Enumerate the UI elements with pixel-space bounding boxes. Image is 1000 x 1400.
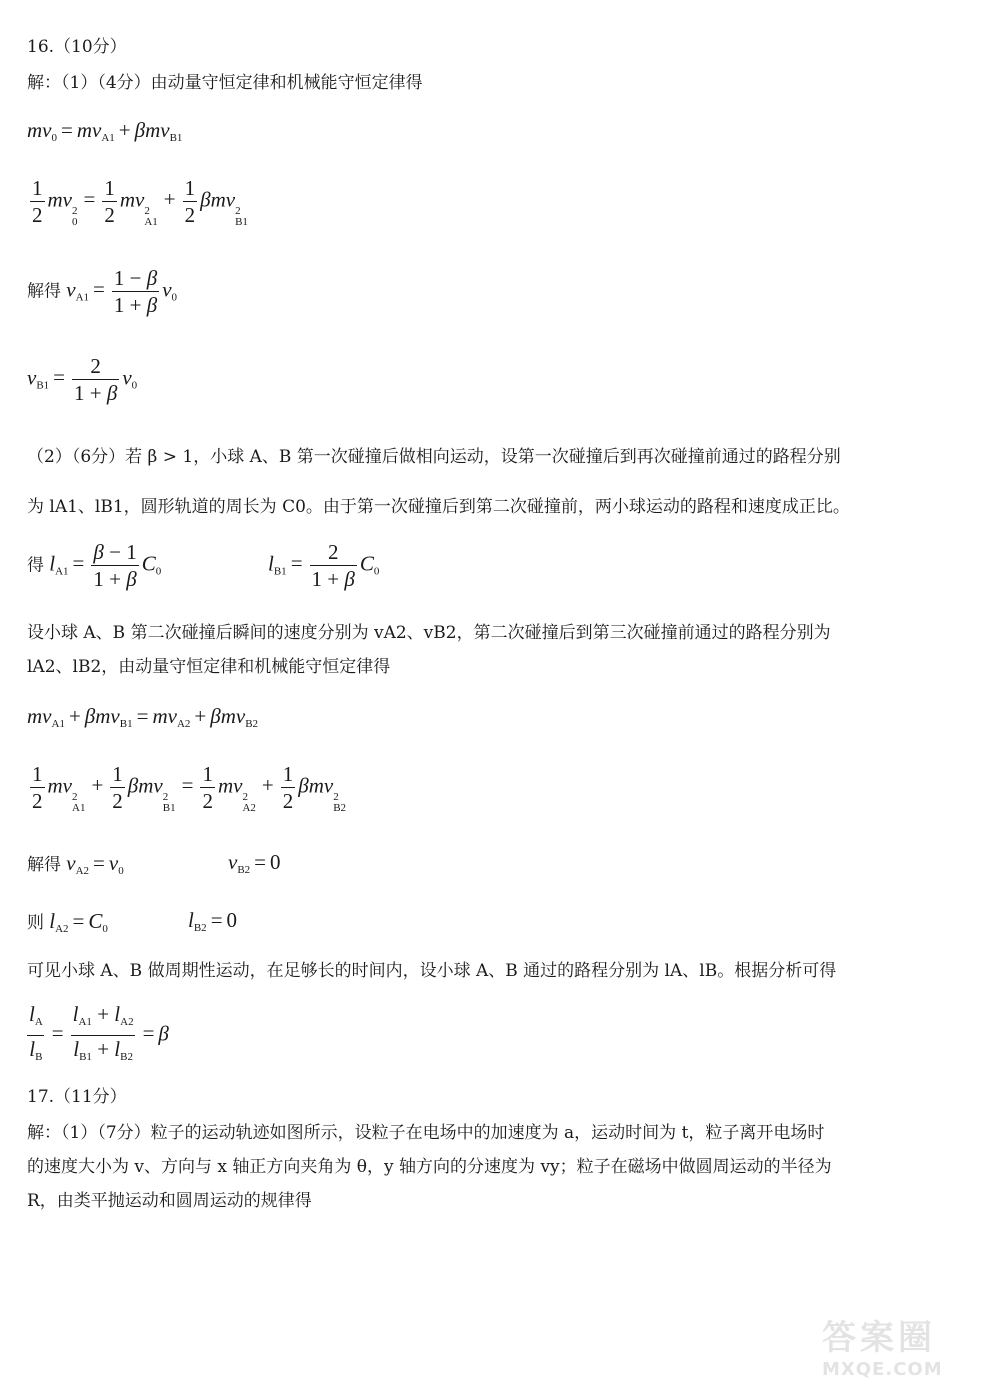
watermark-top: 答案圈 <box>822 1318 936 1358</box>
q16-part3-line1: 设小球 A、B 第二次碰撞后瞬间的速度分别为 vA2、vB2，第二次碰撞后到第三次碰撞前通过的路程分别为 <box>27 623 831 643</box>
q16-part1-intro: 解：（1）（4分）由动量守恒定律和机械能守恒定律得 <box>27 73 423 93</box>
eq-lB1: $l_{B1}$ = $\frac{2}{1 + \beta}$ $C_0$ <box>268 540 380 591</box>
eq-lB2: $l_{B2} = 0$ <box>188 908 238 934</box>
eq-vA2: 解得 $v_{A2} = v_0$ <box>27 851 124 877</box>
q17-line3: R，由类平抛运动和圆周运动的规律得 <box>27 1191 312 1211</box>
eq-ratio: $\frac{l_A}{l_B}$ = $\frac{l_{A1} + l_{A2}}{l_{B1} + l_{B2}}$ = β <box>24 1002 169 1069</box>
eq-energy-2: $\frac{1}{2}$ mv 2 A1 + $\frac{1}{2}$ βmv 2 B1 = $\frac{1}{2}$ mv 2 A2 + $\frac{1}{2}$ βmv 2 B2 <box>32 762 347 815</box>
eq-vB1: $v_{B1}$ = $\frac{2}{1 + \beta}$ $v_0$ <box>27 354 138 405</box>
q16-header: 16.（10分） <box>27 37 127 57</box>
q16-part4-line1: 可见小球 A、B 做周期性运动，在足够长的时间内，设小球 A、B 通过的路程分别为 lA、lB。根据分析可得 <box>27 961 837 981</box>
eq-vB2: $v_{B2} = 0$ <box>228 850 281 876</box>
eq-energy-1: $\frac{1}{2}$ mv 2 0 = $\frac{1}{2}$ mv 2 A1 + $\frac{1}{2}$ βmv 2 B1 <box>32 176 248 229</box>
eq-momentum-1: $mv_0 = mv_{A1} + \beta mv_{B1}$ <box>27 118 183 144</box>
solve-label-2: 解得 <box>27 855 61 875</box>
q16-part3-line2: lA2、lB2，由动量守恒定律和机械能守恒定律得 <box>27 657 391 677</box>
de-label: 得 <box>27 555 44 576</box>
eq-lA1: 得 $l_{A1}$ = $\frac{\beta - 1}{1 + \beta}$ $C_0$ <box>27 540 162 591</box>
eq-lA2: 则 $l_{A2} = C_0$ <box>27 909 108 935</box>
q17-line2: 的速度大小为 v、方向与 x 轴正方向夹角为 θ，y 轴方向的分速度为 vy；粒子在磁场中做圆周运动的半径为 <box>27 1157 832 1177</box>
q17-line1: 解：（1）（7分）粒子的运动轨迹如图所示，设粒子在电场中的加速度为 a，运动时间为 t，粒子离开电场时 <box>27 1123 825 1143</box>
ze-label: 则 <box>27 913 44 933</box>
watermark-bottom: MXQE.COM <box>822 1359 943 1380</box>
watermark-logo <box>822 1310 972 1380</box>
q16-part2-line2: 为 lA1、lB1，圆形轨道的周长为 C0。由于第一次碰撞后到第二次碰撞前，两小球运动的路程和速度成正比。 <box>27 497 850 517</box>
eq-vA1: 解得 $v_{A1}$ = $\frac{1 - \beta}{1 + \beta}$ $v_0$ <box>27 266 178 317</box>
q17-header: 17.（11分） <box>27 1087 127 1107</box>
solve-label: 解得 <box>27 281 61 302</box>
q16-part2-line1: （2）（6分）若 β > 1，小球 A、B 第一次碰撞后做相向运动，设第一次碰撞后到再次碰撞前通过的路程分别 <box>27 447 841 467</box>
eq-momentum-2: $mv_{A1} + \beta mv_{B1} = mv_{A2} + \beta mv_{B2}$ <box>27 704 259 730</box>
